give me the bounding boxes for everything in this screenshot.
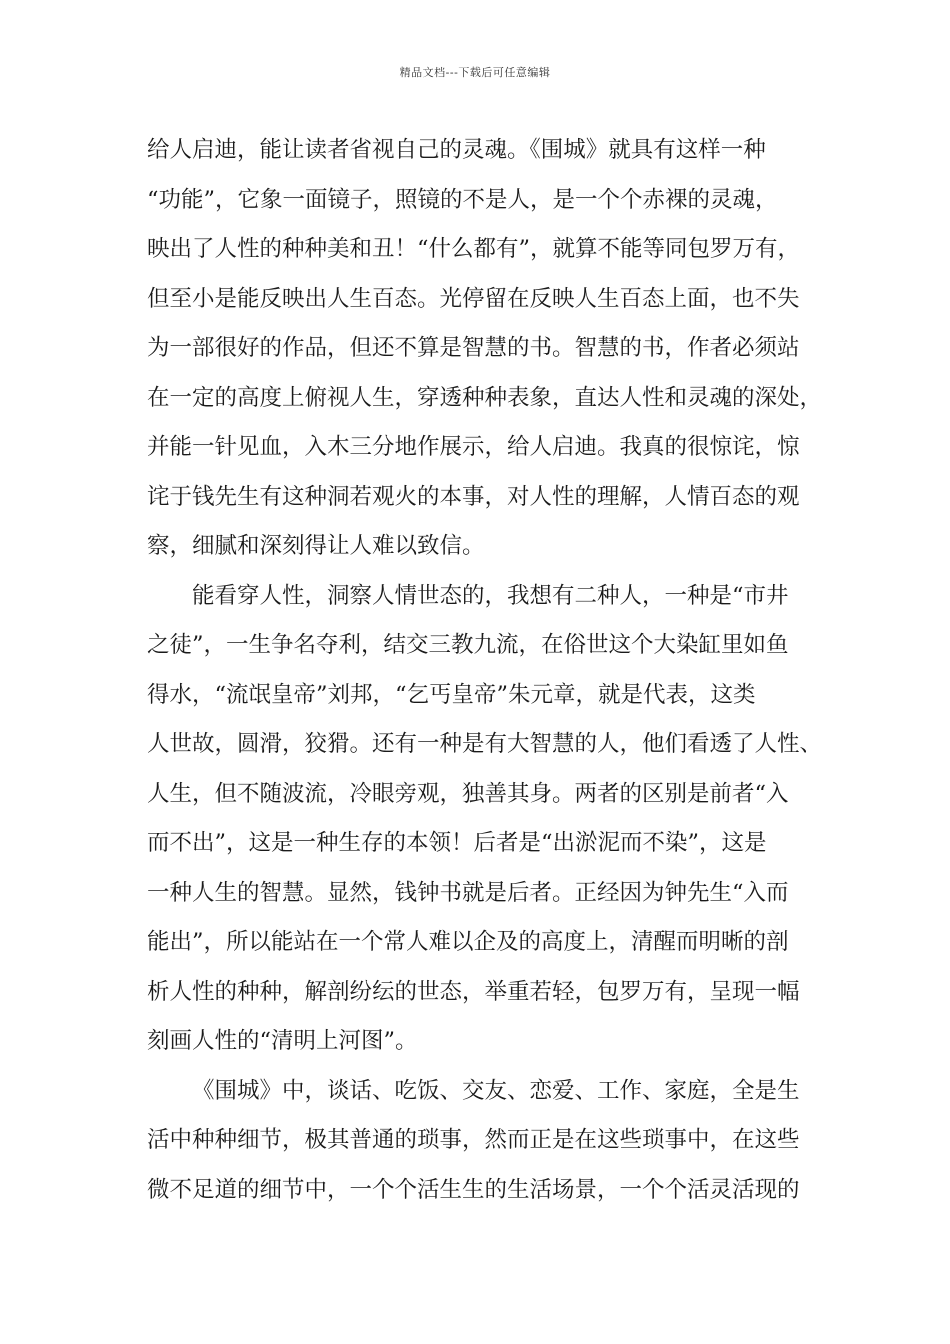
text-line: 之徒”，一生争名夺利，结交三教九流，在俗世这个大染缸里如鱼: [147, 632, 789, 658]
text-line: 诧于钱先生有这种洞若观火的本事，对人性的理解，人情百态的观: [147, 483, 800, 510]
text-line: 给人启迪，能让读者省视自己的灵魂。《围城》就具有这样一种: [147, 137, 766, 163]
text-line: 但至小是能反映出人生百态。光停留在反映人生百态上面，也不失: [147, 285, 800, 312]
text-line: 而不出”，这是一种生存的本领！后者是“出淤泥而不染”，这是: [147, 830, 767, 856]
text-line: 能出”，所以能站在一个常人难以企及的高度上，清醒而明晰的剖: [147, 929, 789, 955]
text-line: 微不足道的细节中，一个个活生生的生活场景，一个个活灵活现的: [147, 1176, 800, 1203]
text-line: 《围城》中，谈话、吃饭、交友、恋爱、工作、家庭，全是生: [192, 1077, 800, 1104]
text-line: 察，细腻和深刻得让人难以致信。: [147, 533, 485, 559]
text-line: 得水，“流氓皇帝”刘邦，“乞丐皇帝”朱元章，就是代表，这类: [147, 681, 756, 708]
document-body: [147, 126, 837, 1215]
text-line: 人生，但不随波流，冷眼旁观，独善其身。两者的区别是前者“入: [147, 780, 789, 807]
text-line: 刻画人性的“清明上河图”。: [147, 1028, 418, 1054]
paragraph-1: [147, 126, 837, 572]
paragraph-2: [147, 572, 837, 1067]
text-line: 在一定的高度上俯视人生，穿透种种表象，直达人性和灵魂的深处，: [147, 384, 823, 411]
text-line: “功能”，它象一面镜子，照镜的不是人，是一个个赤裸的灵魂，: [147, 186, 778, 213]
text-line: 活中种种细节，极其普通的琐事，然而正是在这些琐事中，在这些: [147, 1127, 800, 1153]
page-header: 精品文档---下载后可任意编辑: [399, 66, 551, 79]
text-line: 为一部很好的作品，但还不算是智慧的书。智慧的书，作者必须站: [147, 335, 800, 361]
text-line: 并能一针见血，入木三分地作展示，给人启迪。我真的很惊诧，惊: [147, 434, 800, 460]
text-line: 映出了人性的种种美和丑！“什么都有”，就算不能等同包罗万有，: [147, 236, 801, 262]
text-line: 人世故，圆滑，狡猾。还有一种是有大智慧的人，他们看透了人性、: [147, 731, 823, 757]
paragraph-3: [147, 1067, 837, 1216]
text-line: 析人性的种种，解剖纷纭的世态，举重若轻，包罗万有，呈现一幅: [147, 978, 800, 1005]
text-line: 一种人生的智慧。显然，钱钟书就是后者。正经因为钟先生“入而: [147, 879, 789, 906]
text-line: 能看穿人性，洞察人情世态的，我想有二种人，一种是“市井: [192, 582, 789, 609]
